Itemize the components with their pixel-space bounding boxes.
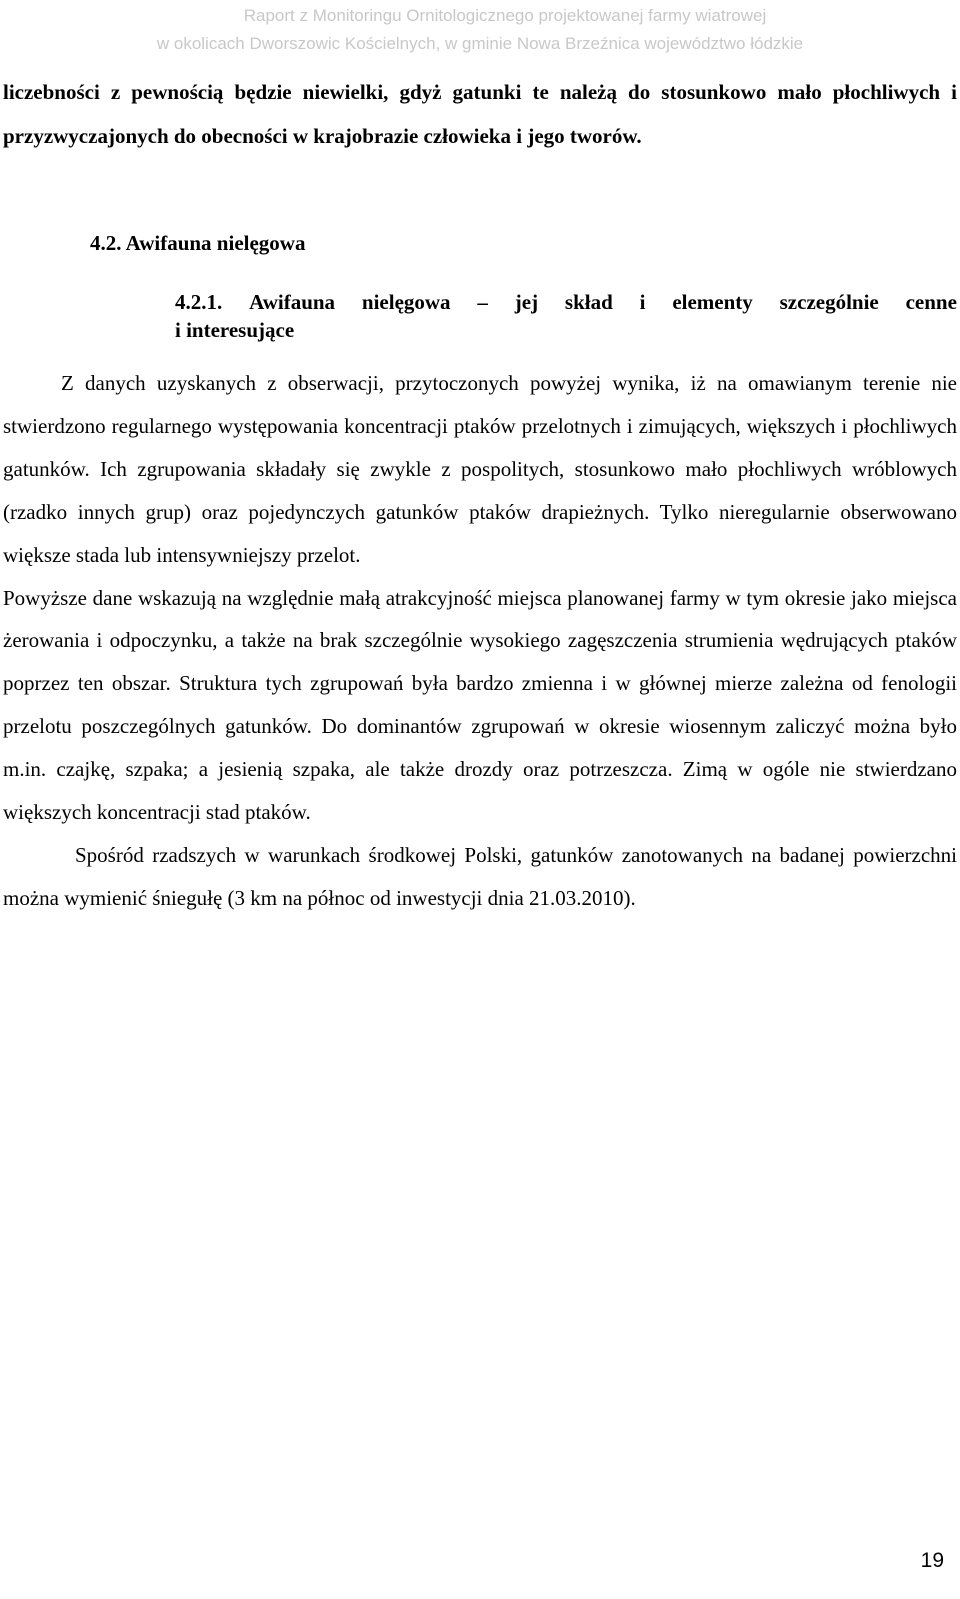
subsection-word: Awifauna	[249, 290, 336, 314]
subsection-heading-line-2: i interesujące	[175, 318, 295, 342]
subsection-heading	[175, 288, 957, 344]
intro-paragraph: liczebności z pewnością będzie niewielki, gdyż gatunki te należą do stosunkowo mało płochliwych i przyzwyczajonych do obecności w krajobrazie człowieka i jego tworów.	[3, 80, 957, 148]
subsection-word: i	[639, 290, 646, 314]
subsection-heading-line-1	[175, 288, 957, 316]
header-line-2: w okolicach Dworszowic Kościelnych, w gminie Nowa Brzeźnica województwo łódzkie	[156, 34, 804, 53]
subsection-word: skład	[564, 290, 613, 314]
subsection-word: –	[477, 290, 488, 314]
body-text	[3, 362, 957, 920]
subsection-word: nielęgowa	[361, 290, 451, 314]
section-heading: 4.2. Awifauna nielęgowa	[90, 231, 306, 255]
body-paragraph-2: Powyższe dane wskazują na względnie małą atrakcyjność miejsca planowanej farmy w tym okresie jako miejsca żerowania i odpoczynku, a także na brak szczególnie wysokiego zagęszczenia strumienia wędrujących ptaków poprzez ten obszar. Struktura tych zgrupowań była bardzo zmienna i w głównej mierze zależna od fenologii przelotu poszczególnych gatunków. Do dominantów zgrupowań w okresie wiosennym zaliczyć można było m.in. czajkę, szpaka; a jesienią szpaka, ale także drozdy oraz potrzeszcza. Zimą w ogóle nie stwierdzano większych koncentracji stad ptaków.	[3, 585, 957, 825]
subsection-word: szczególnie	[779, 290, 879, 314]
subsection-number: 4.2.1.	[175, 290, 223, 314]
body-paragraph-3: Spośród rzadszych w warunkach środkowej Polski, gatunków zanotowanych na badanej powierzchni można wymienić śniegułę (3 km na północ od inwestycji dnia 21.03.2010).	[3, 842, 957, 910]
subsection-word: elementy	[672, 290, 753, 314]
page-number: 19	[920, 1549, 944, 1572]
subsection-word: cenne	[905, 290, 957, 314]
body-paragraph-1: Z danych uzyskanych z obserwacji, przytoczonych powyżej wynika, iż na omawianym terenie nie stwierdzono regularnego występowania koncentracji ptaków przelotnych i zimujących, większych i płochliwych gatunków. Ich zgrupowania składały się zwykle z pospolitych, stosunkowo mało płochliwych wróblowych (rzadko innych grup) oraz pojedynczych gatunków ptaków drapieżnych. Tylko nieregularnie obserwowano większe stada lub intensywniejszy przelot.	[3, 371, 957, 567]
subsection-word: jej	[514, 290, 539, 314]
page-header	[0, 2, 960, 58]
header-line-1: Raport z Monitoringu Ornitologicznego projektowanej farmy wiatrowej	[243, 6, 767, 25]
